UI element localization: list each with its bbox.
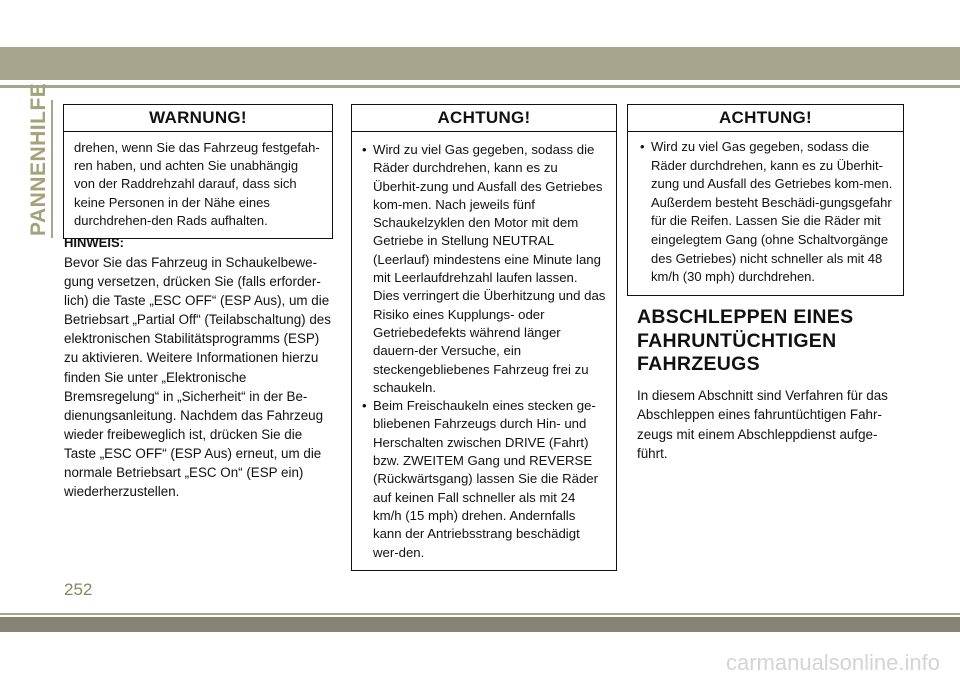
footer-band <box>0 617 960 632</box>
footer-rule <box>0 613 960 615</box>
achtung-1-bullet-1: • Wird zu viel Gas gegeben, sodass die Räder durchdrehen, kann es zu Überhit-zung und Ausfall des Getriebes kom-men. Nach jeweils fünf Schaukelzyklen den Motor mit dem Getriebe in Stellung NEUTRAL (Leerlauf) mindestens eine Minute lang mit Leerlaufdrehzahl laufen lassen. Dies verringert die Überhitzung und das Risiko eines Kupplungs- oder Getriebedefekts während länger dauern-der Versuche, ein steckengebliebenes Fahrzeug frei zu schaukeln. <box>362 141 606 397</box>
warnung-box <box>63 104 333 239</box>
warnung-heading: WARNUNG! <box>64 105 332 132</box>
section-body: In diesem Abschnitt sind Verfahren für das Abschleppen eines fahruntüchtigen Fahr-zeugs mit einem Abschleppdienst aufge-führt. <box>637 388 888 461</box>
achtung-box-2 <box>627 104 904 296</box>
section-title-line-2: FAHRUNTÜCHTIGEN <box>637 329 837 352</box>
achtung-heading-1: ACHTUNG! <box>352 105 616 132</box>
achtung-box-1 <box>351 104 617 571</box>
achtung-heading-2: ACHTUNG! <box>628 105 903 132</box>
section-title <box>637 306 907 377</box>
header-band <box>0 47 960 80</box>
side-tab-label: PANNENHILFE <box>27 82 50 236</box>
section-title-line-3: FAHRZEUGS <box>637 353 760 375</box>
warnung-text: drehen, wenn Sie das Fahrzeug festgefah-ren haben, und achten Sie unabhängig von der Raddrehzahl darauf, dass sich keine Personen in der Nähe eines durchdrehen-den Rads aufhalten. <box>74 140 320 228</box>
achtung-2-bullet-1: • Wird zu viel Gas gegeben, sodass die Räder durchdrehen, kann es zu Überhit-zung und Ausfall des Getriebes kom-men. Außerdem besteht Beschädi-gungsgefahr für die Reifen. Lassen Sie die Räder mit eingelegtem Gang (ohne Schaltvorgänge des Getriebes) nicht schneller als mit 48 km/h (30 mph) durchdrehen. <box>640 138 893 287</box>
side-tab-line <box>51 100 53 238</box>
page-number: 252 <box>64 580 93 599</box>
header-rule <box>0 85 960 88</box>
section-title-line-1: ABSCHLEPPEN EINES <box>637 306 854 328</box>
hinweis-label: HINWEIS: <box>64 235 124 250</box>
watermark: carmanualsonline.info <box>725 650 940 675</box>
hinweis-text: Bevor Sie das Fahrzeug in Schaukelbewe-gung versetzen, drücken Sie (falls erforder-lich) die Taste „ESC OFF“ (ESP Aus), um die Betriebsart „Partial Off“ (Teilabschaltung) des elektronischen Stabilitätsprogramms (ESP) zu aktivieren. Weitere Informationen hierzu finden Sie unter „Elektronische Bremsregelung“ in „Sicherheit“ in der Be-dienungsanleitung. Nachdem das Fahrzeug wieder freibeweglich ist, drücken Sie die Taste „ESC OFF“ (ESP Aus) erneut, um die normale Betriebsart „ESC On“ (ESP ein) wiederherzustellen. <box>64 255 331 500</box>
achtung-1-bullet-2: • Beim Freischaukeln eines stecken ge-bliebenen Fahrzeugs durch Hin- und Herschalten zwischen DRIVE (Fahrt) bzw. ZWEITEM Gang und REVERSE (Rückwärtsgang) lassen Sie die Räder auf keinen Fall schneller als mit 24 km/h (15 mph) drehen. Andernfalls kann der Antriebsstrang beschädigt wer-den. <box>362 397 606 562</box>
